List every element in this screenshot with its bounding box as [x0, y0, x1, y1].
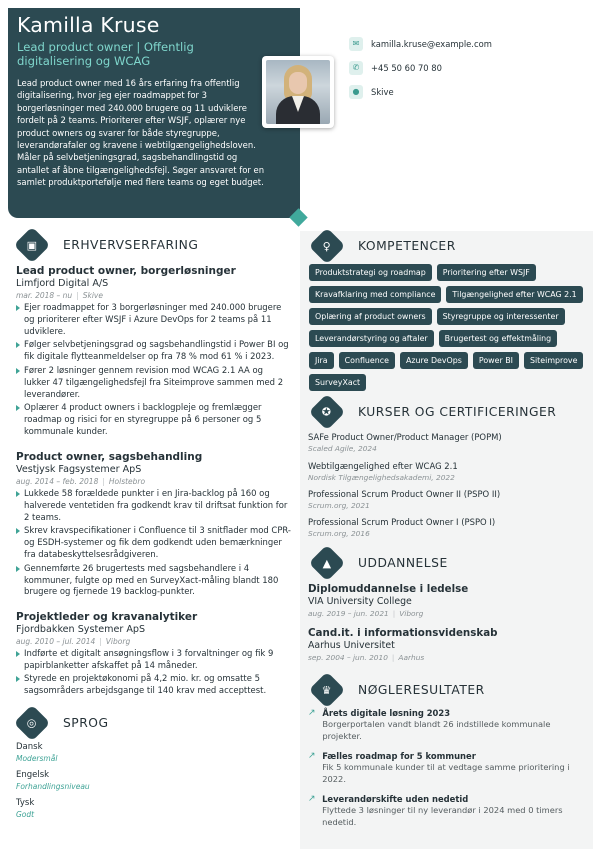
section-title: UDDANNELSE	[358, 556, 448, 570]
mail-icon: ✉	[349, 37, 363, 51]
header-panel	[8, 8, 300, 218]
experience-item: Lead product owner, borgerløsninger Limfjord Digital A/S mar. 2018 – nu | Skive Ejer roadmappet for 3 borgerløsninger med 240.000 brugere og prioriterer efter WSJF i Azure DevOps for 2 teams på 11 udviklere. Følger selvbetjeningsgrad og sagsbehandlingstid i Power BI og fik digitale flytteanmeldelser op fra 78 % mod 61 % i 2023. Fører 2 løsninger gennem revision mod WCAG 2.1 AA og lukker 47 tilgængelighedsfejl fra Siteimprove sammen med 2 leverandører. Oplærer 4 product owners i backlogpleje og fremlægger roadmap og risici for en styregruppe på 6 personer og 5 kommunale kunder.	[16, 265, 291, 439]
skill-tag: Brugertest og effektmåling	[439, 330, 558, 347]
course-item: Professional Scrum Product Owner II (PSPO II) Scrum.org, 2021	[308, 489, 501, 510]
list-item: Oplærer 4 product owners i backlogpleje og fremlægger roadmap og risici for en styregruppe på 6 personer og 5 kommunale kunder.	[16, 402, 291, 438]
skill-tag: Styregruppe og interessenter	[437, 308, 565, 325]
profile-summary: Lead product owner med 16 års erfaring fra offentlig digitalisering, hvor jeg ejer roadmappet for 3 borgerløsninger med 240.000 brugere og 11 udviklere fordelt på 2 teams. Prioriterer efter WSJF, oplærer nye product owners og svarer for både styregruppe, leverandørafaler og kravene i webtilgængelighedsloven. Måler på selvbetjeningsgrad, sagsbehandlingstid og antallet af åbne tilgængelighedsfejl. Søger ansvaret for en samlet produktportefølje med flere teams og eget budget.	[17, 78, 265, 188]
globe-icon: ◎	[14, 705, 51, 742]
skill-tag: Leverandørstyring og aftaler	[309, 330, 434, 347]
list-item: Fører 2 løsninger gennem revision mod WCAG 2.1 AA og lukker 47 tilgængelighedsfejl fra Siteimprove sammen med 2 leverandører.	[16, 365, 291, 401]
section-languages	[19, 710, 108, 736]
skill-tag: Jira	[309, 352, 334, 369]
trophy-icon: ♛	[309, 672, 346, 709]
list-item: Skrev kravspecifikationer i Confluence til 3 snitflader mod CPR- og ESDH-systemer og fik dem godkendt uden bemærkninger fra databeskyttelsesrådgiveren.	[16, 525, 291, 561]
list-item: Gennemførte 26 brugertests med sagsbehandlere i 4 kommuner, fulgte op med en SurveyXact-måling blandt 180 brugere og fjernede 19 backlog-punkter.	[16, 563, 291, 599]
section-title: KURSER OG CERTIFICERINGER	[358, 405, 557, 419]
graduation-cap-icon: ▲	[309, 545, 346, 582]
skill-tag: Power BI	[473, 352, 519, 369]
course-item: Webtilgængelighed efter WCAG 2.1 Nordisk Tilgængelighedsakademi, 2022	[308, 461, 458, 482]
candidate-name: Kamilla Kruse	[17, 13, 160, 37]
skill-tag: Prioritering efter WSJF	[437, 264, 536, 281]
location-pin-icon: ●	[349, 85, 363, 99]
section-education	[314, 550, 448, 576]
candidate-headline: Lead product owner | Offentlig digitalisering og WCAG	[17, 40, 194, 68]
course-item: Professional Scrum Product Owner I (PSPO I) Scrum.org, 2016	[308, 517, 496, 538]
briefcase-icon: ▣	[14, 227, 51, 264]
section-courses	[314, 399, 556, 425]
section-skills	[314, 233, 456, 259]
section-experience	[19, 232, 198, 258]
language-item: Tysk Godt	[16, 798, 35, 819]
list-item: Styrede en projektøkonomi på 4,2 mio. kr. og omsatte 5 sagsområders arbejdsgange til 140 krav med accepttest.	[16, 673, 291, 697]
trend-up-icon: ↗	[308, 708, 316, 718]
course-item: SAFe Product Owner/Product Manager (POPM) Scaled Agile, 2024	[308, 432, 502, 453]
skill-tag: Produktstrategi og roadmap	[309, 264, 432, 281]
language-item: Dansk Modersmål	[16, 742, 58, 763]
contact-location: Skive	[371, 87, 394, 97]
skill-tag: Siteimprove	[524, 352, 583, 369]
trend-up-icon: ↗	[308, 794, 316, 804]
phone-icon: ✆	[349, 61, 363, 75]
experience-item: Projektleder og kravanalytiker Fjordbakken Systemer ApS aug. 2010 – jul. 2014 | Viborg Indførte et digitalt ansøgningsflow i 3 forvaltninger og fik 9 papirblanketter afskaffet på 14 måneder. Styrede en projektøkonomi på 4,2 mio. kr. og omsatte 5 sagsområders arbejdsgange til 140 krav med accepttest.	[16, 611, 291, 699]
section-title: ERHVERVSERFARING	[63, 238, 199, 252]
education-item: Cand.it. i informationsvidenskab Aarhus Universitet sep. 2004 – jun. 2010 | Aarhus	[308, 627, 498, 662]
section-results	[314, 677, 485, 703]
skill-tag: Azure DevOps	[400, 352, 468, 369]
skill-tag: Tilgængelighed efter WCAG 2.1	[446, 286, 582, 303]
section-title: NØGLERESULTATER	[358, 683, 485, 697]
result-item: ↗ Årets digitale løsning 2023 Borgerportalen vandt blandt 26 indstillede kommunale projekter.	[308, 708, 551, 741]
list-item: Lukkede 58 forældede punkter i en Jira-backlog på 160 og halverede ventetiden fra godkendt krav til driftsat funktion for 2 teams.	[16, 488, 291, 524]
section-title: KOMPETENCER	[358, 239, 456, 253]
lightbulb-icon: ♀	[309, 228, 346, 265]
skill-tag: Confluence	[339, 352, 395, 369]
list-item: Følger selvbetjeningsgrad og sagsbehandlingstid i Power BI og fik digitale flytteanmeldelser op fra 78 % mod 61 % i 2023.	[16, 339, 291, 363]
skill-tag: SurveyXact	[309, 374, 366, 391]
section-title: SPROG	[63, 716, 109, 730]
result-item: ↗ Leverandørskifte uden nedetid Flyttede 3 løsninger til ny leverandør i 2024 med 0 timers nedetid.	[308, 794, 563, 827]
trend-up-icon: ↗	[308, 751, 316, 761]
profile-photo	[262, 56, 334, 128]
skill-tag: Oplæring af product owners	[309, 308, 432, 325]
certificate-icon: ✪	[309, 394, 346, 431]
contact-email[interactable]: kamilla.kruse@example.com	[371, 39, 492, 49]
list-item: Ejer roadmappet for 3 borgerløsninger med 240.000 brugere og prioriterer efter WSJF i Azure DevOps for 2 teams på 11 udviklere.	[16, 302, 291, 338]
contact-phone[interactable]: +45 50 60 70 80	[371, 63, 442, 73]
result-item: ↗ Fælles roadmap for 5 kommuner Fik 5 kommunale kunder til at vedtage samme prioritering i 2022.	[308, 751, 570, 784]
contact-info	[349, 32, 492, 104]
language-item: Engelsk Forhandlingsniveau	[16, 770, 90, 791]
skills-list	[309, 264, 591, 396]
skill-tag: Kravafklaring med compliance	[309, 286, 441, 303]
education-item: Diplomuddannelse i ledelse VIA University College aug. 2019 – jun. 2021 | Viborg	[308, 583, 469, 618]
experience-item: Product owner, sagsbehandling Vestjysk Fagsystemer ApS aug. 2014 – feb. 2018 | Holstebro Lukkede 58 forældede punkter i en Jira-backlog på 160 og halverede ventetiden fra godkendt krav til driftsat funktion for 2 teams. Skrev kravspecifikationer i Confluence til 3 snitflader mod CPR- og ESDH-systemer og fik dem godkendt uden bemærkninger fra databeskyttelsesrådgiveren. Gennemførte 26 brugertests med sagsbehandlere i 4 kommuner, fulgte op med en SurveyXact-måling blandt 180 brugere og fjernede 19 backlog-punkter.	[16, 451, 291, 597]
list-item: Indførte et digitalt ansøgningsflow i 3 forvaltninger og fik 9 papirblanketter afskaffet på 14 måneder.	[16, 648, 291, 672]
